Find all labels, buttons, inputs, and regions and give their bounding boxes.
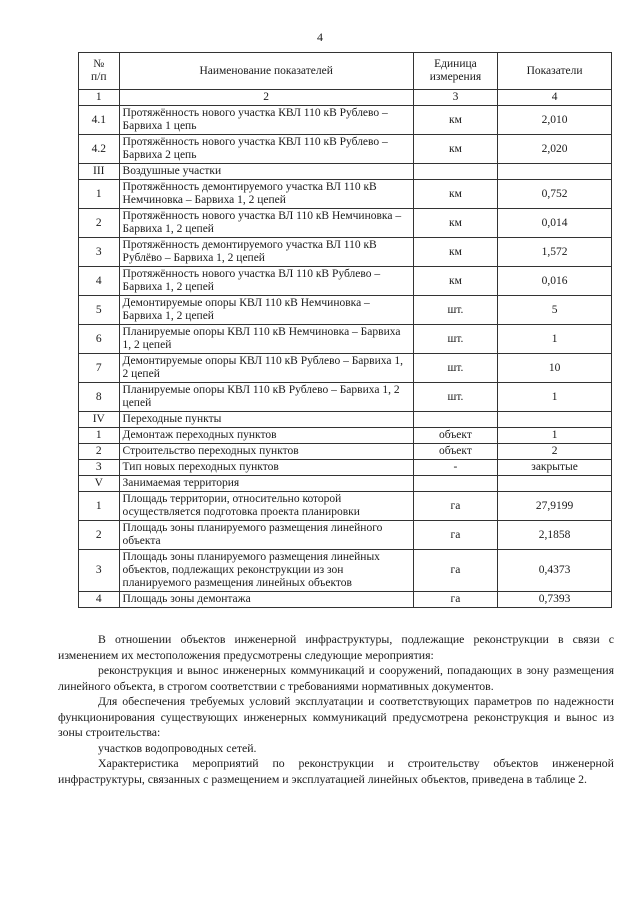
header-name bbox=[119, 53, 413, 90]
cell-number: 4.1 bbox=[79, 106, 120, 135]
table-row bbox=[79, 428, 612, 444]
cell-unit bbox=[413, 164, 497, 180]
colnum-3: 3 bbox=[413, 90, 497, 106]
cell-number: 4 bbox=[79, 267, 120, 296]
cell-number: 1 bbox=[79, 492, 120, 521]
cell-value: 2,010 bbox=[498, 106, 612, 135]
cell-unit: шт. bbox=[413, 383, 497, 412]
cell-unit: шт. bbox=[413, 325, 497, 354]
cell-number: 6 bbox=[79, 325, 120, 354]
cell-name: Протяжённость нового участка КВЛ 110 кВ Рублево – Барвиха 1 цепь bbox=[119, 106, 413, 135]
table-row bbox=[79, 460, 612, 476]
cell-value: 2 bbox=[498, 444, 612, 460]
cell-unit bbox=[413, 476, 497, 492]
cell-number: 5 bbox=[79, 296, 120, 325]
cell-unit: га bbox=[413, 550, 497, 592]
paragraph: Характеристика мероприятий по реконструкции и строительству объектов инженерной инфраструктуры, связанных с размещением и эксплуатацией линейных объектов, приведена в таблице 2. bbox=[58, 756, 614, 786]
cell-value: 1 bbox=[498, 325, 612, 354]
cell-name: Площадь зоны демонтажа bbox=[119, 592, 413, 608]
cell-value bbox=[498, 412, 612, 428]
cell-value: 0,7393 bbox=[498, 592, 612, 608]
cell-unit: - bbox=[413, 460, 497, 476]
header-unit bbox=[413, 53, 497, 90]
cell-value: 5 bbox=[498, 296, 612, 325]
cell-unit: шт. bbox=[413, 296, 497, 325]
table-row bbox=[79, 592, 612, 608]
table-body bbox=[79, 106, 612, 608]
cell-unit bbox=[413, 412, 497, 428]
table-row bbox=[79, 325, 612, 354]
colnum-2: 2 bbox=[119, 90, 413, 106]
cell-number: V bbox=[79, 476, 120, 492]
cell-name: Занимаемая территория bbox=[119, 476, 413, 492]
cell-value: 0,016 bbox=[498, 267, 612, 296]
paragraph: участков водопроводных сетей. bbox=[98, 740, 257, 755]
cell-value: 10 bbox=[498, 354, 612, 383]
cell-name: Протяжённость демонтируемого участка ВЛ 110 кВ Рублёво – Барвиха 1, 2 цепей bbox=[119, 238, 413, 267]
colnum-4: 4 bbox=[498, 90, 612, 106]
cell-name: Протяжённость демонтируемого участка ВЛ 110 кВ Немчиновка – Барвиха 1, 2 цепей bbox=[119, 180, 413, 209]
cell-name: Площадь территории, относительно которой осуществляется подготовка проекта планировки bbox=[119, 492, 413, 521]
cell-unit: га bbox=[413, 492, 497, 521]
cell-name: Протяжённость нового участка ВЛ 110 кВ Рублево – Барвиха 1, 2 цепей bbox=[119, 267, 413, 296]
page-number: 4 bbox=[317, 30, 323, 44]
cell-name: Воздушные участки bbox=[119, 164, 413, 180]
cell-unit: км bbox=[413, 135, 497, 164]
table-row bbox=[79, 492, 612, 521]
cell-name: Строительство переходных пунктов bbox=[119, 444, 413, 460]
cell-name: Демонтируемые опоры КВЛ 110 кВ Рублево – Барвиха 1, 2 цепей bbox=[119, 354, 413, 383]
cell-number: 1 bbox=[79, 180, 120, 209]
cell-value: 27,9199 bbox=[498, 492, 612, 521]
table-row bbox=[79, 267, 612, 296]
table-section-row bbox=[79, 164, 612, 180]
cell-number: 2 bbox=[79, 209, 120, 238]
table-row bbox=[79, 209, 612, 238]
cell-value: 1 bbox=[498, 428, 612, 444]
table-row bbox=[79, 354, 612, 383]
cell-unit: км bbox=[413, 238, 497, 267]
table-row bbox=[79, 135, 612, 164]
header-number-text: № п/п bbox=[91, 58, 107, 83]
cell-value bbox=[498, 476, 612, 492]
table-row bbox=[79, 180, 612, 209]
cell-number: 2 bbox=[79, 444, 120, 460]
cell-value: 1,572 bbox=[498, 238, 612, 267]
paragraph: реконструкция и вынос инженерных коммуникаций и сооружений, попадающих в зону размещения линейного объекта, в строгом соответствии с требованиями нормативных документов. bbox=[58, 663, 614, 693]
table-row bbox=[79, 444, 612, 460]
cell-value: 0,014 bbox=[498, 209, 612, 238]
cell-unit: км bbox=[413, 209, 497, 238]
cell-value: 0,752 bbox=[498, 180, 612, 209]
cell-unit: км bbox=[413, 106, 497, 135]
cell-number: 8 bbox=[79, 383, 120, 412]
table-row bbox=[79, 106, 612, 135]
cell-number: 2 bbox=[79, 521, 120, 550]
table-section-row bbox=[79, 412, 612, 428]
cell-unit: объект bbox=[413, 428, 497, 444]
header-number bbox=[79, 53, 120, 90]
cell-value: закрытые bbox=[498, 460, 612, 476]
paragraph: В отношении объектов инженерной инфраструктуры, подлежащие реконструкции в связи с изменением их местоположения предусмотрены следующие мероприятия: bbox=[58, 632, 614, 662]
cell-value: 2,1858 bbox=[498, 521, 612, 550]
cell-name: Планируемые опоры КВЛ 110 кВ Рублево – Барвиха 1, 2 цепей bbox=[119, 383, 413, 412]
colnum-1: 1 bbox=[79, 90, 120, 106]
cell-unit: шт. bbox=[413, 354, 497, 383]
cell-unit: км bbox=[413, 267, 497, 296]
cell-number: 7 bbox=[79, 354, 120, 383]
header-value bbox=[498, 53, 612, 90]
cell-number: 3 bbox=[79, 238, 120, 267]
table-row bbox=[79, 383, 612, 412]
cell-unit: объект bbox=[413, 444, 497, 460]
paragraph: Для обеспечения требуемых условий эксплуатации и соответствующих параметров по надежности функционирования существующих инженерных коммуникаций предусмотрена реконструкция и вынос из зоны строительства: bbox=[58, 694, 614, 739]
column-number-row bbox=[79, 90, 612, 106]
body-text bbox=[58, 632, 614, 787]
cell-value: 1 bbox=[498, 383, 612, 412]
cell-number: 4 bbox=[79, 592, 120, 608]
cell-number: IV bbox=[79, 412, 120, 428]
cell-name: Протяжённость нового участка ВЛ 110 кВ Немчиновка – Барвиха 1, 2 цепей bbox=[119, 209, 413, 238]
cell-name: Планируемые опоры КВЛ 110 кВ Немчиновка – Барвиха 1, 2 цепей bbox=[119, 325, 413, 354]
cell-name: Тип новых переходных пунктов bbox=[119, 460, 413, 476]
table-row bbox=[79, 296, 612, 325]
cell-value bbox=[498, 164, 612, 180]
cell-name: Протяжённость нового участка КВЛ 110 кВ Рублево – Барвиха 2 цепь bbox=[119, 135, 413, 164]
cell-number: 3 bbox=[79, 460, 120, 476]
header-unit-text: Единица измерения bbox=[429, 58, 482, 83]
header-name-text: Наименование показателей bbox=[199, 64, 333, 77]
cell-value: 2,020 bbox=[498, 135, 612, 164]
cell-name: Площадь зоны планируемого размещения линейного объекта bbox=[119, 521, 413, 550]
table-section-row bbox=[79, 476, 612, 492]
cell-name: Демонтируемые опоры КВЛ 110 кВ Немчиновка – Барвиха 1, 2 цепей bbox=[119, 296, 413, 325]
table-row bbox=[79, 521, 612, 550]
table-header-row bbox=[79, 53, 612, 90]
cell-name: Переходные пункты bbox=[119, 412, 413, 428]
table-row bbox=[79, 550, 612, 592]
table-row bbox=[79, 238, 612, 267]
cell-number: 4.2 bbox=[79, 135, 120, 164]
indicators-table bbox=[78, 52, 612, 608]
cell-value: 0,4373 bbox=[498, 550, 612, 592]
cell-unit: км bbox=[413, 180, 497, 209]
cell-number: 1 bbox=[79, 428, 120, 444]
cell-name: Площадь зоны планируемого размещения линейных объектов, подлежащих реконструкции из зон планируемого размещения линейных объектов bbox=[119, 550, 413, 592]
cell-name: Демонтаж переходных пунктов bbox=[119, 428, 413, 444]
header-value-text: Показатели bbox=[526, 64, 583, 77]
cell-number: III bbox=[79, 164, 120, 180]
cell-number: 3 bbox=[79, 550, 120, 592]
cell-unit: га bbox=[413, 592, 497, 608]
cell-unit: га bbox=[413, 521, 497, 550]
